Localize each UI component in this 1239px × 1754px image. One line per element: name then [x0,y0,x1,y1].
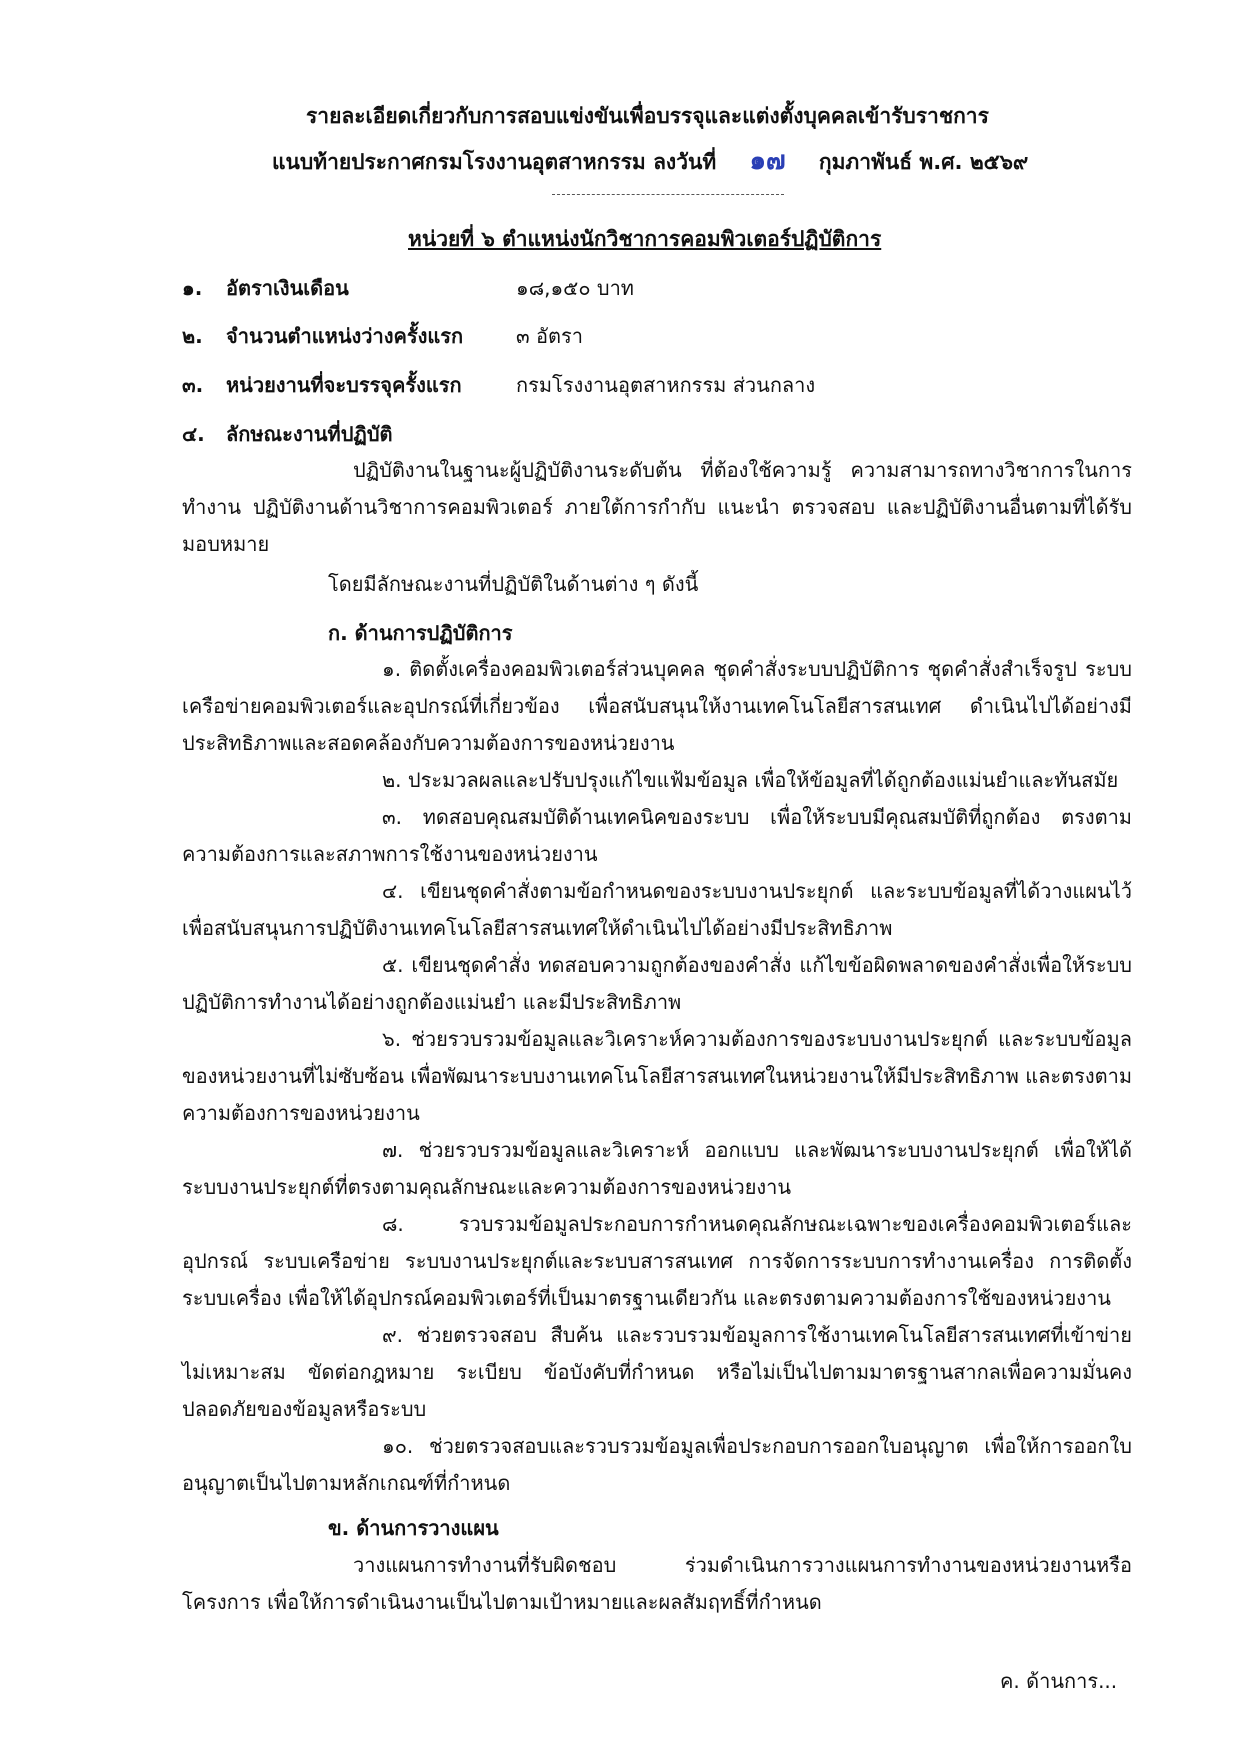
item-label: อัตราเงินเดือน [226,276,349,300]
dashed-divider [552,194,784,195]
header-line-2 [272,140,1028,181]
item-1 [182,272,634,304]
header-line-2-prefix: แนบท้ายประกาศกรมโรงงานอุตสาหกรรม ลงวันที่ [272,150,717,174]
section-a-item-1: ๑. ติดตั้งเครื่องคอมพิวเตอร์ส่วนบุคคล ชุดคำสั่งระบบปฏิบัติการ ชุดคำสั่งสำเร็จรูป ระบบเครือข่ายคอมพิวเตอร์และอุปกรณ์ที่เกี่ยวข้อง เพื่อสนับสนุนให้งานเทคโนโลยีสารสนเทศ ดำเนินไปได้อย่างมีประสิทธิภาพและสอดคล้องกับความต้องการของหน่วยงาน [182,657,1132,755]
item-label: หน่วยงานที่จะบรรจุครั้งแรก [226,373,462,397]
item-4 [182,418,393,450]
item-number: ๔. [182,422,205,446]
section-a-item-5: ๕. เขียนชุดคำสั่ง ทดสอบความถูกต้องของคำสั่ง แก้ไขข้อผิดพลาดของคำสั่งเพื่อให้ระบบปฏิบัติการทำงานได้อย่างถูกต้องแม่นยำ และมีประสิทธิภาพ [182,953,1132,1014]
item-3 [182,369,815,401]
section-b-paragraph: วางแผนการทำงานที่รับผิดชอบ ร่วมดำเนินการวางแผนการทำงานของหน่วยงานหรือโครงการ เพื่อให้การดำเนินงานเป็นไปตามเป้าหมายและผลสัมฤทธิ์ที่กำหนด [182,1553,1132,1614]
unit-title: หน่วยที่ ๖ ตำแหน่งนักวิชาการคอมพิวเตอร์ปฏิบัติการ [408,227,882,251]
item-value: ๑๘,๑๕๐ บาท [516,276,634,300]
item-value: กรมโรงงานอุตสาหกรรม ส่วนกลาง [516,373,816,397]
section-a-item-3: ๓. ทดสอบคุณสมบัติด้านเทคนิคของระบบ เพื่อให้ระบบมีคุณสมบัติที่ถูกต้อง ตรงตามความต้องการและสภาพการใช้งานของหน่วยงาน [182,805,1132,866]
section-b-heading: ข. ด้านการวางแผน [328,1516,499,1540]
section-a-item-8: ๘. รวบรวมข้อมูลประกอบการกำหนดคุณลักษณะเฉพาะของเครื่องคอมพิวเตอร์และอุปกรณ์ ระบบเครือข่าย ระบบงานประยุกต์และระบบสารสนเทศ การจัดการระบบการทำงานเครื่อง การติดตั้งระบบเครื่อง เพื่อให้ได้อุปกรณ์คอมพิวเตอร์ที่เป็นมาตรฐานเดียวกัน และตรงตามความต้องการใช้ของหน่วยงาน [182,1212,1132,1310]
item-label: ลักษณะงานที่ปฏิบัติ [226,422,393,446]
item-2 [182,320,583,352]
section-a-item-7: ๗. ช่วยรวบรวมข้อมูลและวิเคราะห์ ออกแบบ และพัฒนาระบบงานประยุกต์ เพื่อให้ได้ระบบงานประยุกต์ที่ตรงตามคุณลักษณะและความต้องการของหน่วยงาน [182,1138,1132,1199]
header-line-1: รายละเอียดเกี่ยวกับการสอบแข่งขันเพื่อบรรจุและแต่งตั้งบุคคลเข้ารับราชการ [306,104,989,128]
item-number: ๒. [182,324,203,348]
section-a-item-4: ๔. เขียนชุดคำสั่งตามข้อกำหนดของระบบงานประยุกต์ และระบบข้อมูลที่ได้วางแผนไว้ เพื่อสนับสนุนการปฏิบัติงานเทคโนโลยีสารสนเทศให้ดำเนินไปได้อย่างมีประสิทธิภาพ [182,879,1132,940]
section-a-item-10: ๑๐. ช่วยตรวจสอบและรวบรวมข้อมูลเพื่อประกอบการออกใบอนุญาต เพื่อให้การออกใบอนุญาตเป็นไปตามหลักเกณฑ์ที่กำหนด [182,1434,1132,1495]
handwritten-day: ๑๗ [749,146,786,176]
section-a-heading: ก. ด้านการปฏิบัติการ [328,621,513,645]
item-value: ๓ อัตรา [516,324,584,348]
intro-line-2: โดยมีลักษณะงานที่ปฏิบัติในด้านต่าง ๆ ดังนี้ [328,572,699,596]
intro-paragraph: ปฏิบัติงานในฐานะผู้ปฏิบัติงานระดับต้น ที่ต้องใช้ความรู้ ความสามารถทางวิชาการในการทำงาน ปฏิบัติงานด้านวิชาการคอมพิวเตอร์ ภายใต้การกำกับ แนะนำ ตรวจสอบ และปฏิบัติงานอื่นตามที่ได้รับมอบหมาย [182,458,1132,556]
section-a-item-6: ๖. ช่วยรวบรวมข้อมูลและวิเคราะห์ความต้องการของระบบงานประยุกต์ และระบบข้อมูลของหน่วยงานที่ไม่ซับซ้อน เพื่อพัฒนาระบบงานเทคโนโลยีสารสนเทศในหน่วยงานให้มีประสิทธิภาพ และตรงตามความต้องการของหน่วยงาน [182,1027,1132,1125]
continuation-marker: ค. ด้านการ... [1000,1669,1118,1693]
header-month-year: กุมภาพันธ์ พ.ศ. ๒๕๖๙ [818,150,1029,174]
item-number: ๓. [182,373,204,397]
item-label: จำนวนตำแหน่งว่างครั้งแรก [226,324,464,348]
item-number: ๑. [182,276,203,300]
section-a-item-9: ๙. ช่วยตรวจสอบ สืบค้น และรวบรวมข้อมูลการใช้งานเทคโนโลยีสารสนเทศที่เข้าข่ายไม่เหมาะสม ขัดต่อกฎหมาย ระเบียบ ข้อบังคับที่กำหนด หรือไม่เป็นไปตามมาตรฐานสากลเพื่อความมั่นคงปลอดภัยของข้อมูลหรือระบบ [182,1323,1132,1421]
section-a-item-2: ๒. ประมวลผลและปรับปรุงแก้ไขแฟ้มข้อมูล เพื่อให้ข้อมูลที่ได้ถูกต้องแม่นยำและทันสมัย [382,768,1119,792]
